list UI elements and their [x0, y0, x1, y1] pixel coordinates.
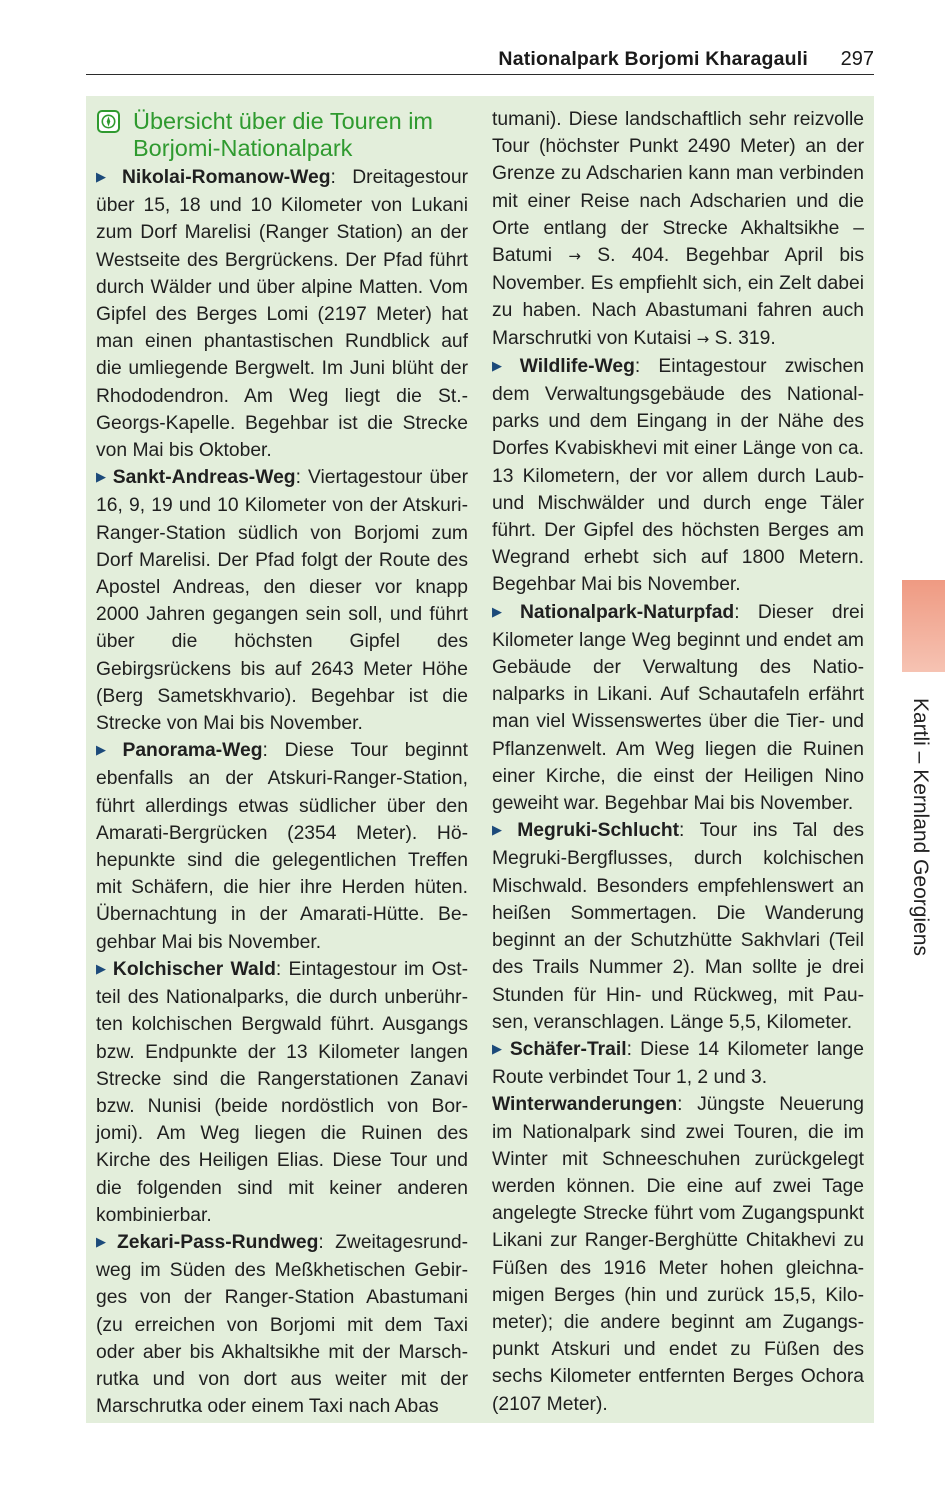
tour-text: : Viertagestour über 16, 9, 19 und 10 Kilometer von der Atskuri-Ranger-Station südlich von Borjomi zum Dorf Marelisi. Der Pfad folgt der Route des Apostel Andreas, den dieser vor knapp 2000 Jahren gegangen sein soll, und führt über die höchsten Gipfel des Gebirgsrückens bis auf 2643 Meter Höhe (Berg Sametskhvario). Begehbar ist die Strecke von Mai bis November. — [96, 467, 468, 735]
chapter-label: Kartli – Kernland Georgiens — [909, 698, 932, 956]
cross-reference-arrow-icon: → — [568, 247, 581, 266]
running-header — [86, 44, 874, 75]
tour-entry — [492, 599, 864, 818]
tour-text: : Dreitagestour über 15, 18 und 10 Kilometer von Lukani zum Dorf Marelisi (Ranger Station) an der Westseite des Bergrückens. Der Pfad führt durch Wälder und über alpine Matten. Vom Gipfel des Berges Lomi (2197 Meter) hat man einen phantastischen Rundblick auf die umliegende Bergwelt. Im Juni blüht der Rhododendron. Am Weg liegt die St.-Georgs-Kapelle. Begehbar ist die Strecke von Mai bis Oktober. — [96, 167, 468, 462]
bullet-triangle-icon: ▶ — [492, 603, 515, 619]
box-title: Übersicht über die Touren im Borjomi-Nationalpark — [133, 108, 433, 161]
cross-reference-arrow-icon: → — [696, 329, 710, 348]
tour-name: Nikolai-Romanow-Weg — [122, 167, 331, 188]
tour-entry — [492, 817, 864, 1036]
winter-name: Winterwanderungen — [492, 1094, 678, 1116]
tour-entry — [96, 164, 468, 464]
bullet-triangle-icon: ▶ — [96, 742, 118, 758]
header-title: Nationalpark Borjomi Kharagauli — [498, 48, 808, 70]
tour-text: : Dieser drei Kilometer lange Weg beginnt und endet am Gebäude der Verwaltung des Nationalparks in Likani. Auf Schautafeln erfährt man viel Wissenswertes über die Tier- und Pflanzenwelt. Am Weg liegen die Ruinen einer Kirche, die einst der Heiligen Nino geweiht war. Begehbar Mai bis November. — [492, 601, 864, 815]
bullet-triangle-icon: ▶ — [96, 960, 108, 976]
tour-entry — [492, 353, 864, 599]
tour-text: tumani). Diese landschaftlich sehr reizvolle Tour (höchster Punkt 2490 Meter) an der Grenze zu Adscharien kann man verbinden mit einer Reise nach Adscharien und die Orte entlang der Strecke Akhaltsikhe – Batumi — [492, 109, 864, 267]
bullet-triangle-icon: ▶ — [492, 822, 513, 838]
compass-icon — [97, 110, 120, 133]
tour-entry — [96, 956, 468, 1229]
right-column — [492, 106, 864, 1418]
tour-text: . — [770, 327, 776, 349]
tour-name: Sankt-Andreas-Weg — [112, 467, 296, 489]
tour-text: : Tour ins Tal des Megruki-Bergflusses, durch kolchischen Mischwald. Besonders empfehlenswert an heißen Sommertagen. Die Wanderung beginnt an der Schutzhütte Sakhvlari (Teil des Trails Nummer 2). Man sollte je drei Stunden für Hin- und Rückweg, mit Pausen, veranschlagen. Länge 5,5, Kilometer. — [492, 820, 864, 1033]
tour-entry — [96, 464, 468, 737]
cross-reference: S. 404 — [597, 245, 664, 267]
page-number: 297 — [840, 48, 874, 70]
tour-text: : Zweitagesrundweg im Süden des Meßkhetischen Gebirges von der Ranger-Station Abastumani (zu erreichen von Borjomi mit dem Taxi oder aber bis Akhaltsikhe mit der Marschrutka und von dort aus weiter mit der Marschrutka oder einem Taxi nach Abas — [96, 1231, 469, 1418]
bullet-triangle-icon: ▶ — [96, 1233, 112, 1249]
bullet-triangle-icon: ▶ — [96, 469, 108, 485]
tour-text: : Eintagestour im Ostteil des Nationalparks, die durch unberührten kolchischen Bergwald führt. Ausgangs bzw. Endpunkte der 13 Kilometer langen Strecke sind die Rangerstationen Zanavi bzw. Nunisi (beide nordöstlich von Borjomi). Am Weg liegen die Ruinen des Kirche des Heiligen Elias. Diese Tour und die folgenden sind mit keiner anderen kombinierbar. — [96, 958, 469, 1226]
tour-name: Panorama-Weg — [122, 740, 263, 762]
tour-entry — [492, 1036, 864, 1091]
tour-text: . Begehbar April bis November. Es empfiehlt sich, ein Zelt dabei zu haben. Nach Abastumani fahren auch Marschrutki von Kutaisi — [492, 245, 864, 349]
tour-entry-continued — [492, 106, 864, 353]
tour-text: : Eintagestour zwischen dem Verwaltungsgebäude des Nationalparks und dem Eingang in der Nähe des Dorfes Kvabiskhevi mit einer Länge von ca. 13 Kilometern, der vor allem durch Laub- und Mischwälder und durch enge Täler führt. Der Gipfel des höchsten Berges am Wegrand erhebt sich auf 1800 Metern. Begehbar Mai bis November. — [492, 355, 864, 596]
bullet-triangle-icon: ▶ — [96, 169, 117, 184]
tour-entry — [96, 737, 468, 956]
tour-text: : Diese Tour beginnt ebenfalls an der Atskuri-Ranger-Station, führt allerdings etwas südlicher über den Amarati-Bergrücken (2354 Meter). Höhepunkte sind die gelegentlichen Treffen mit Schäfern, die hier ihre Herden hüten. Übernachtung in der Amarati-Hütte. Begehbar Mai bis November. — [96, 740, 469, 953]
chapter-tab — [902, 580, 945, 672]
tour-name: Zekari-Pass-Rundweg — [116, 1231, 319, 1253]
tour-entry — [96, 1229, 468, 1420]
box-header — [96, 108, 468, 162]
left-column — [96, 106, 468, 1420]
tour-name: Schäfer-Trail — [509, 1038, 627, 1060]
winter-text: : Jüngste Neuerung im Nationalpark sind zwei Touren, die im Winter mit Schneeschuhen zurückgelegt werden können. Die eine auf zwei Tage angelegte Strecke führt vom Zugangspunkt Likani zur Ranger-Berghütte Chitakhevi zu Füßen des 1916 Meter hohen gleichnamigen Berges (hin und zurück 15,5, Kilometer); die andere beginnt am Zugangspunkt Atskuri und endet zu Füßen des sechs Kilometer entfernten Berges Ochora (2107 Meter). — [492, 1094, 864, 1415]
tour-name: Megruki-Schlucht — [517, 820, 680, 842]
tour-text: : Diese 14 Kilometer lange Route verbindet Tour 1, 2 und 3. — [492, 1038, 865, 1089]
cross-reference: S. 319 — [714, 327, 771, 349]
tour-name: Wildlife-Weg — [519, 355, 635, 377]
winter-entry — [492, 1091, 864, 1417]
tour-name: Kolchischer Wald — [112, 958, 276, 980]
bullet-triangle-icon: ▶ — [492, 1040, 505, 1056]
tour-name: Nationalpark-Naturpfad — [519, 601, 735, 623]
bullet-triangle-icon: ▶ — [492, 357, 515, 373]
